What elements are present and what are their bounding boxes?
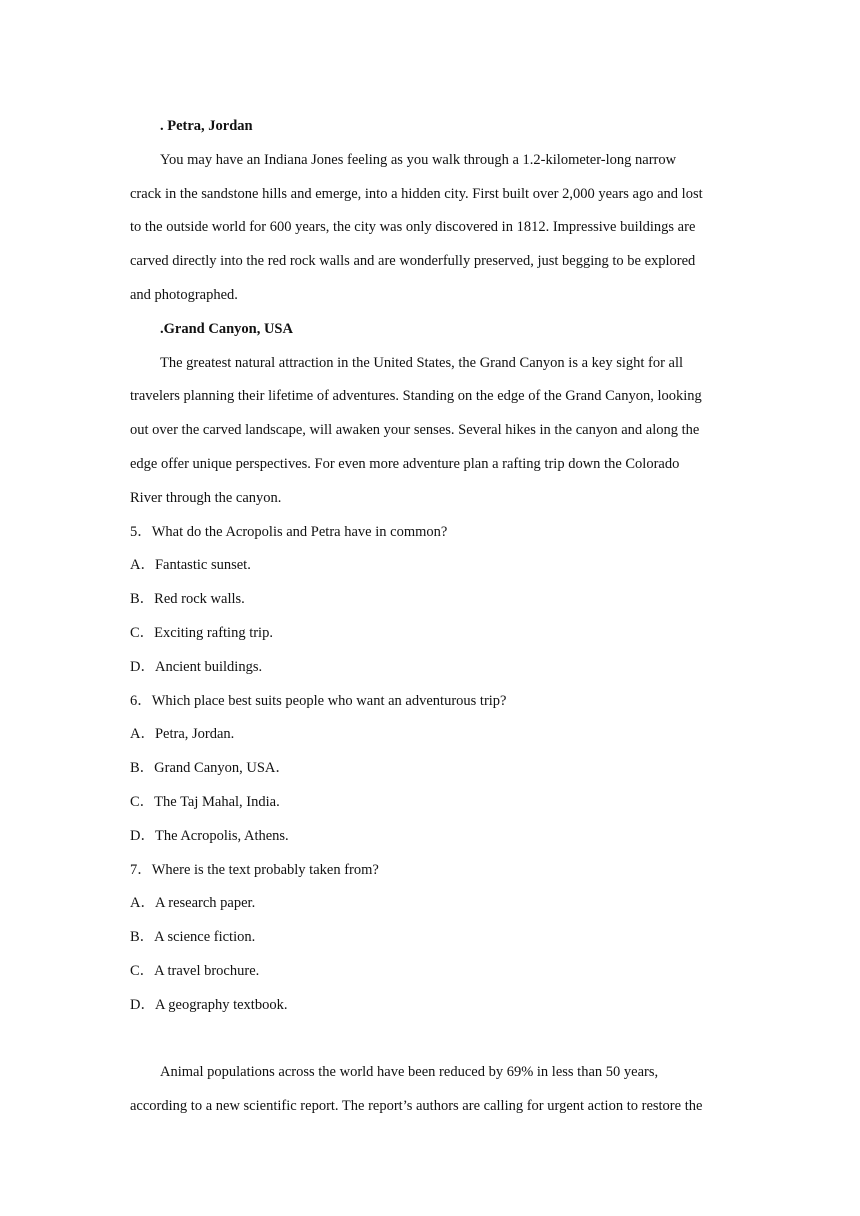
petra-heading: . Petra, Jordan <box>160 118 253 134</box>
canyon-line: The greatest natural attraction in the United States, the Grand Canyon is a key sight for all <box>160 354 684 371</box>
document-page <box>130 110 730 1124</box>
next-passage-line: Animal populations across the world have been reduced by 69% in less than 50 years, <box>160 1064 659 1081</box>
answer-option: D．Ancient buildings. <box>130 658 263 675</box>
answer-option: D．A geography textbook. <box>130 996 288 1013</box>
petra-line: to the outside world for 600 years, the city was only discovered in 1812. Impressive buildings are <box>130 219 696 236</box>
answer-option: C．A travel brochure. <box>130 962 260 979</box>
answer-option: B．Grand Canyon, USA． <box>130 760 290 777</box>
answer-option: D．The Acropolis, Athens. <box>130 827 289 844</box>
answer-option: A．Petra, Jordan. <box>130 726 235 743</box>
petra-line: crack in the sandstone hills and emerge, into a hidden city. First built over 2,000 years ago and lost <box>130 185 703 202</box>
question-stem: 7．Where is the text probably taken from? <box>130 861 379 878</box>
answer-option: B．A science fiction. <box>130 929 256 946</box>
question-stem: 6．Which place best suits people who want an adventurous trip? <box>130 692 507 709</box>
next-passage-line: according to a new scientific report. The report’s authors are calling for urgent action to restore the <box>130 1098 703 1115</box>
canyon-line: travelers planning their lifetime of adventures. Standing on the edge of the Grand Canyon, looking <box>130 388 702 405</box>
canyon-line: River through the canyon. <box>130 489 282 506</box>
answer-option: A．Fantastic sunset. <box>130 557 251 574</box>
petra-line: carved directly into the red rock walls and are wonderfully preserved, just begging to be explored <box>130 253 696 270</box>
canyon-line: out over the carved landscape, will awaken your senses. Several hikes in the canyon and along the <box>130 422 700 439</box>
petra-line: and photographed. <box>130 286 238 303</box>
answer-option: C．The Taj Mahal, India. <box>130 793 280 810</box>
canyon-line: edge offer unique perspectives. For even more adventure plan a rafting trip down the Colorado <box>130 455 680 472</box>
answer-option: B．Red rock walls. <box>130 591 245 608</box>
canyon-heading: .Grand Canyon, USA <box>160 320 293 337</box>
petra-line: You may have an Indiana Jones feeling as you walk through a 1.2-kilometer-long narrow <box>160 151 677 168</box>
paragraph-gap <box>130 1023 730 1057</box>
answer-option: C．Exciting rafting trip. <box>130 624 273 641</box>
question-stem: 5．What do the Acropolis and Petra have in common? <box>130 523 448 540</box>
answer-option: A．A research paper. <box>130 895 256 912</box>
